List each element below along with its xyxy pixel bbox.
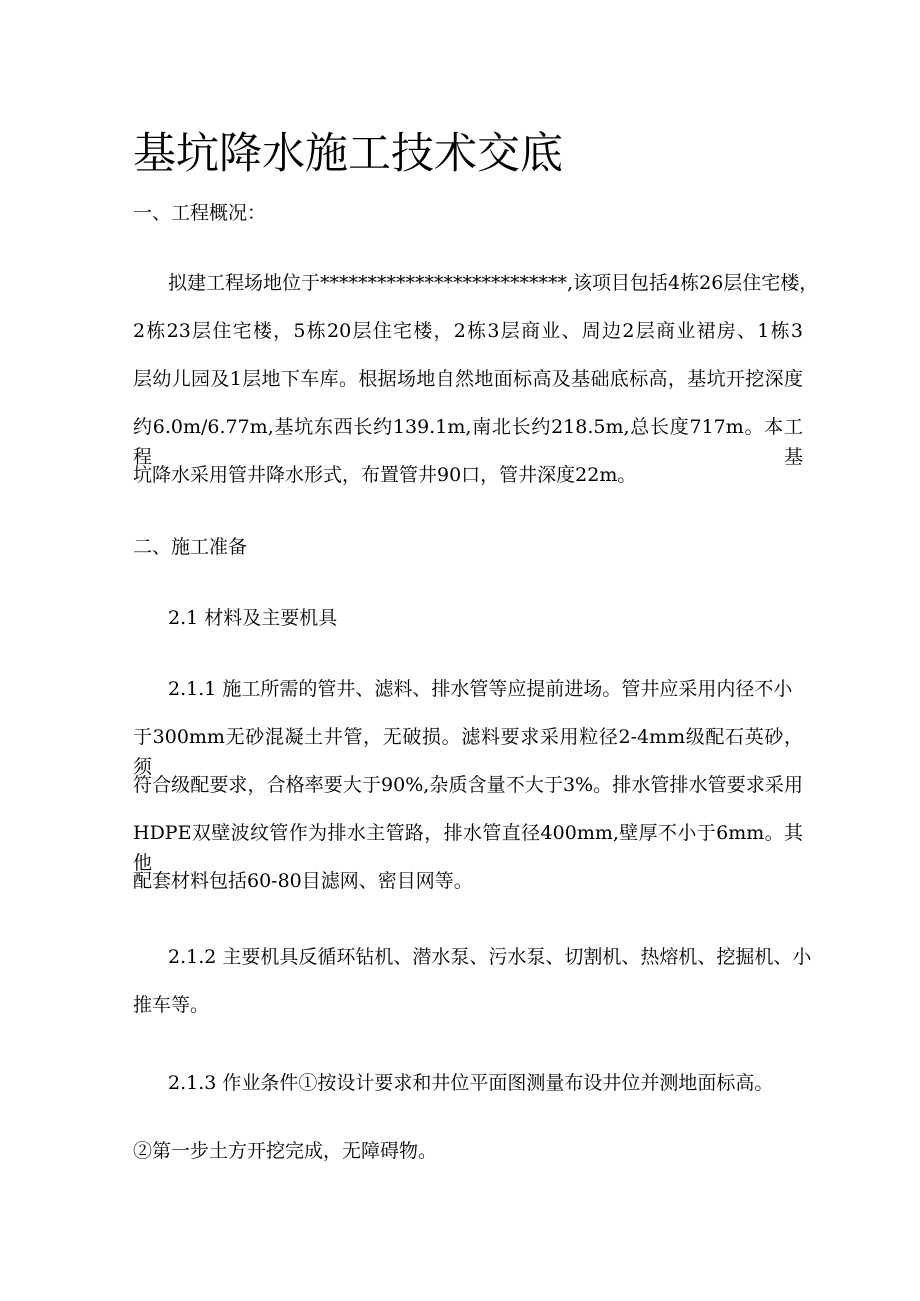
para-2-1-1-line-3: 符合级配要求，合格率要大于90%,杂质含量不大于3%。排水管排水管要求采用 [133,774,803,796]
overview-line-4: 约6.0m/6.77m,基坑东西长约139.1m,南北长约218.5m,总长度717m。本工程基 [133,416,803,468]
section-heading-overview: 一、工程概况： [133,202,267,224]
overview-line-5: 坑降水采用管井降水形式，布置管井90口，管井深度22m。 [133,464,637,486]
overview-line-2: 2栋23层住宅楼，5栋20层住宅楼，2栋3层商业、周边2层商业裙房、1栋3 [133,320,803,342]
overview-line-1: 拟建工程场地位于**************************,该项目包括4栋26层住宅楼， [168,272,819,294]
para-2-1-1-line-4: HDPE双壁波纹管作为排水主管路，排水管直径400mm,壁厚不小于6mm。其他 [133,822,803,874]
para-2-1-1-line-5: 配套材料包括60-80目滤网、密目网等。 [133,870,473,892]
overview-line-3: 层幼儿园及1层地下车库。根据场地自然地面标高及基础底标高，基坑开挖深度 [133,368,803,390]
para-2-1-1-line-1: 2.1.1 施工所需的管井、滤料、排水管等应提前进场。管井应采用内径不小 [168,678,793,700]
para-2-1-2-line-1: 2.1.2 主要机具反循环钻机、潜水泵、污水泵、切割机、热熔机、挖掘机、小 [168,946,812,968]
section-heading-preparation: 二、施工准备 [133,536,248,558]
para-2-1-3-line-1: 2.1.3 作业条件①按设计要求和井位平面图测量布设井位并测地面标高。 [168,1072,774,1094]
document-title: 基坑降水施工技术交底 [133,129,563,179]
para-2-1-1-line-2: 于300mm无砂混凝土井管，无破损。滤料要求采用粒径2-4mm级配石英砂，须 [133,726,803,778]
para-2-1-2-line-2: 推车等。 [133,994,210,1016]
para-2-1-3-line-2: ②第一步土方开挖完成，无障碍物。 [133,1140,438,1162]
subsection-heading-2-1: 2.1 材料及主要机具 [168,607,338,629]
